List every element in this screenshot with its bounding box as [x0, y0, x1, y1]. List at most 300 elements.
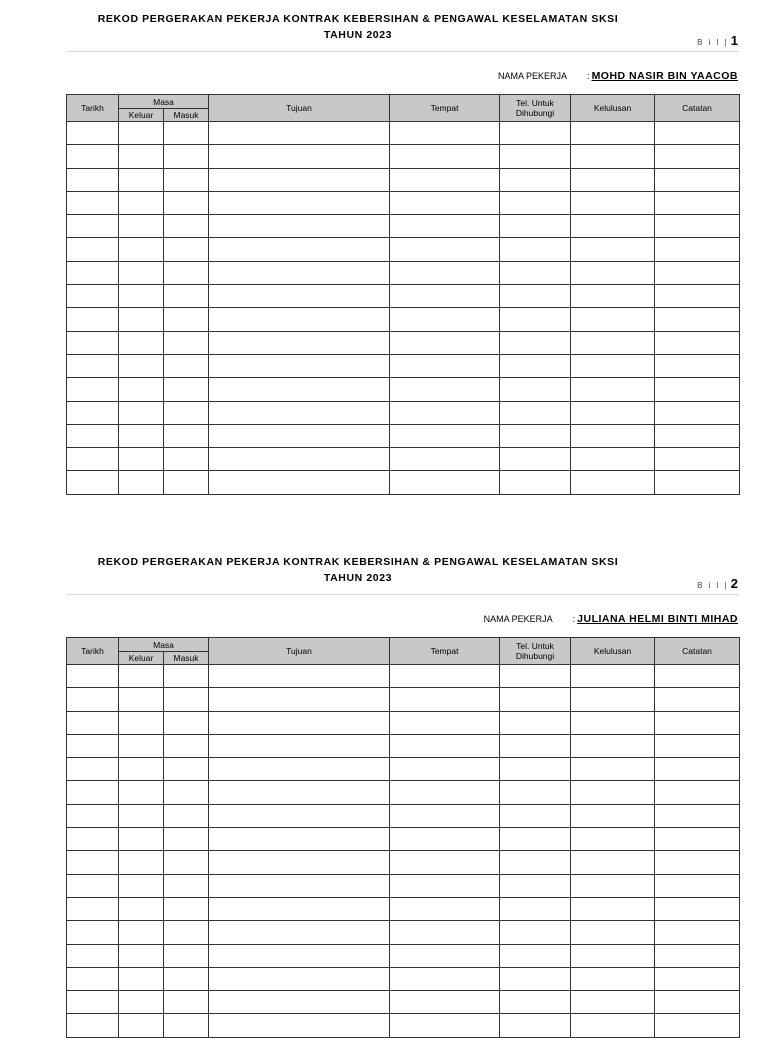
cell-keluar[interactable] — [119, 401, 164, 424]
cell-masuk[interactable] — [164, 168, 209, 191]
cell-tel[interactable] — [500, 122, 571, 145]
cell-catatan[interactable] — [655, 665, 740, 688]
cell-tarikh[interactable] — [67, 424, 119, 447]
cell-tempat[interactable] — [390, 851, 500, 874]
cell-keluar[interactable] — [119, 734, 164, 757]
cell-keluar[interactable] — [119, 354, 164, 377]
cell-keluar[interactable] — [119, 285, 164, 308]
cell-tempat[interactable] — [390, 897, 500, 920]
cell-keluar[interactable] — [119, 122, 164, 145]
cell-tujuan[interactable] — [209, 331, 390, 354]
cell-catatan[interactable] — [655, 168, 740, 191]
cell-kelulusan[interactable] — [571, 804, 655, 827]
table-body — [67, 122, 740, 495]
cell-keluar[interactable] — [119, 191, 164, 214]
cell-keluar[interactable] — [119, 448, 164, 471]
cell-kelulusan[interactable] — [571, 874, 655, 897]
cell-catatan[interactable] — [655, 145, 740, 168]
cell-tujuan[interactable] — [209, 354, 390, 377]
table-row — [67, 145, 740, 168]
cell-tarikh[interactable] — [67, 967, 119, 990]
cell-tarikh[interactable] — [67, 804, 119, 827]
cell-masuk[interactable] — [164, 378, 209, 401]
cell-keluar[interactable] — [119, 851, 164, 874]
cell-tujuan[interactable] — [209, 145, 390, 168]
cell-kelulusan[interactable] — [571, 967, 655, 990]
cell-keluar[interactable] — [119, 991, 164, 1014]
cell-tujuan[interactable] — [209, 471, 390, 494]
cell-tujuan[interactable] — [209, 851, 390, 874]
cell-kelulusan[interactable] — [571, 991, 655, 1014]
cell-tel[interactable] — [500, 378, 571, 401]
cell-tujuan[interactable] — [209, 665, 390, 688]
cell-kelulusan[interactable] — [571, 665, 655, 688]
cell-kelulusan[interactable] — [571, 168, 655, 191]
cell-tempat[interactable] — [390, 261, 500, 284]
cell-tempat[interactable] — [390, 1014, 500, 1037]
cell-masuk[interactable] — [164, 781, 209, 804]
cell-kelulusan[interactable] — [571, 331, 655, 354]
cell-keluar[interactable] — [119, 711, 164, 734]
cell-tarikh[interactable] — [67, 991, 119, 1014]
table-row — [67, 424, 740, 447]
cell-tarikh[interactable] — [67, 1014, 119, 1037]
cell-kelulusan[interactable] — [571, 781, 655, 804]
cell-keluar[interactable] — [119, 1014, 164, 1037]
cell-catatan[interactable] — [655, 308, 740, 331]
bil-label: B i l | — [697, 581, 729, 590]
cell-tarikh[interactable] — [67, 122, 119, 145]
cell-tempat[interactable] — [390, 331, 500, 354]
cell-tempat[interactable] — [390, 944, 500, 967]
cell-masuk[interactable] — [164, 711, 209, 734]
table-row — [67, 238, 740, 261]
cell-kelulusan[interactable] — [571, 285, 655, 308]
cell-tempat[interactable] — [390, 734, 500, 757]
cell-catatan[interactable] — [655, 711, 740, 734]
cell-tempat[interactable] — [390, 378, 500, 401]
cell-keluar[interactable] — [119, 897, 164, 920]
cell-catatan[interactable] — [655, 215, 740, 238]
cell-tel[interactable] — [500, 448, 571, 471]
cell-masuk[interactable] — [164, 828, 209, 851]
cell-tempat[interactable] — [390, 688, 500, 711]
cell-tel[interactable] — [500, 285, 571, 308]
cell-keluar[interactable] — [119, 308, 164, 331]
cell-masuk[interactable] — [164, 1014, 209, 1037]
cell-tempat[interactable] — [390, 145, 500, 168]
cell-kelulusan[interactable] — [571, 354, 655, 377]
cell-tarikh[interactable] — [67, 781, 119, 804]
cell-tel[interactable] — [500, 874, 571, 897]
table-row — [67, 991, 740, 1014]
cell-catatan[interactable] — [655, 191, 740, 214]
cell-kelulusan[interactable] — [571, 191, 655, 214]
cell-tujuan[interactable] — [209, 168, 390, 191]
cell-catatan[interactable] — [655, 688, 740, 711]
cell-tempat[interactable] — [390, 711, 500, 734]
title-line-1: REKOD PERGERAKAN PEKERJA KONTRAK KEBERSIHAN & PENGAWAL KESELAMATAN SKSI — [97, 556, 619, 568]
cell-tel[interactable] — [500, 734, 571, 757]
cell-tarikh[interactable] — [67, 734, 119, 757]
cell-keluar[interactable] — [119, 828, 164, 851]
table-row — [67, 285, 740, 308]
col-tarikh: Tarikh — [67, 638, 119, 665]
cell-tujuan[interactable] — [209, 261, 390, 284]
col-masa: Masa — [119, 638, 209, 652]
cell-tarikh[interactable] — [67, 921, 119, 944]
table-row — [67, 897, 740, 920]
cell-catatan[interactable] — [655, 944, 740, 967]
cell-masuk[interactable] — [164, 261, 209, 284]
cell-tempat[interactable] — [390, 191, 500, 214]
cell-kelulusan[interactable] — [571, 308, 655, 331]
cell-tel[interactable] — [500, 215, 571, 238]
cell-kelulusan[interactable] — [571, 688, 655, 711]
cell-tarikh[interactable] — [67, 711, 119, 734]
cell-masuk[interactable] — [164, 804, 209, 827]
cell-tarikh[interactable] — [67, 168, 119, 191]
cell-tarikh[interactable] — [67, 401, 119, 424]
worker-name-row — [498, 70, 738, 82]
cell-kelulusan[interactable] — [571, 261, 655, 284]
table-row — [67, 758, 740, 781]
cell-masuk[interactable] — [164, 285, 209, 308]
cell-tel[interactable] — [500, 238, 571, 261]
cell-kelulusan[interactable] — [571, 378, 655, 401]
cell-catatan[interactable] — [655, 424, 740, 447]
cell-kelulusan[interactable] — [571, 758, 655, 781]
cell-tempat[interactable] — [390, 215, 500, 238]
cell-kelulusan[interactable] — [571, 145, 655, 168]
cell-catatan[interactable] — [655, 734, 740, 757]
cell-masuk[interactable] — [164, 215, 209, 238]
cell-tujuan[interactable] — [209, 828, 390, 851]
cell-tarikh[interactable] — [67, 897, 119, 920]
cell-tarikh[interactable] — [67, 378, 119, 401]
cell-masuk[interactable] — [164, 424, 209, 447]
cell-tujuan[interactable] — [209, 734, 390, 757]
cell-tempat[interactable] — [390, 238, 500, 261]
table-body — [67, 665, 740, 1038]
cell-tempat[interactable] — [390, 308, 500, 331]
cell-keluar[interactable] — [119, 145, 164, 168]
cell-tujuan[interactable] — [209, 285, 390, 308]
cell-tel[interactable] — [500, 424, 571, 447]
cell-tarikh[interactable] — [67, 828, 119, 851]
col-tel-line-1: Tel. Untuk — [516, 98, 554, 108]
cell-tarikh[interactable] — [67, 331, 119, 354]
cell-tel[interactable] — [500, 168, 571, 191]
cell-catatan[interactable] — [655, 991, 740, 1014]
cell-tel[interactable] — [500, 944, 571, 967]
cell-masuk[interactable] — [164, 991, 209, 1014]
cell-kelulusan[interactable] — [571, 1014, 655, 1037]
cell-keluar[interactable] — [119, 378, 164, 401]
cell-tempat[interactable] — [390, 874, 500, 897]
cell-tujuan[interactable] — [209, 967, 390, 990]
cell-catatan[interactable] — [655, 378, 740, 401]
cell-tel[interactable] — [500, 191, 571, 214]
cell-tujuan[interactable] — [209, 781, 390, 804]
table-row — [67, 921, 740, 944]
cell-tel[interactable] — [500, 711, 571, 734]
cell-tujuan[interactable] — [209, 944, 390, 967]
cell-kelulusan[interactable] — [571, 828, 655, 851]
cell-keluar[interactable] — [119, 921, 164, 944]
cell-tarikh[interactable] — [67, 215, 119, 238]
table-row — [67, 874, 740, 897]
cell-tempat[interactable] — [390, 921, 500, 944]
col-keluar: Keluar — [119, 109, 164, 122]
col-kelulusan: Kelulusan — [571, 95, 655, 122]
cell-masuk[interactable] — [164, 238, 209, 261]
table-row — [67, 378, 740, 401]
cell-tel[interactable] — [500, 665, 571, 688]
cell-keluar[interactable] — [119, 874, 164, 897]
table-row — [67, 734, 740, 757]
col-tel-line-2: Dihubungi — [515, 651, 555, 661]
cell-tarikh[interactable] — [67, 944, 119, 967]
cell-tujuan[interactable] — [209, 804, 390, 827]
cell-tempat[interactable] — [390, 401, 500, 424]
cell-tempat[interactable] — [390, 781, 500, 804]
cell-tujuan[interactable] — [209, 424, 390, 447]
cell-catatan[interactable] — [655, 285, 740, 308]
cell-tempat[interactable] — [390, 448, 500, 471]
table-row — [67, 781, 740, 804]
cell-catatan[interactable] — [655, 851, 740, 874]
cell-catatan[interactable] — [655, 401, 740, 424]
cell-masuk[interactable] — [164, 145, 209, 168]
cell-masuk[interactable] — [164, 308, 209, 331]
cell-catatan[interactable] — [655, 967, 740, 990]
cell-kelulusan[interactable] — [571, 238, 655, 261]
worker-label: NAMA PEKERJA — [483, 614, 553, 624]
record-section-2 — [0, 543, 768, 1024]
cell-kelulusan[interactable] — [571, 424, 655, 447]
cell-catatan[interactable] — [655, 781, 740, 804]
cell-keluar[interactable] — [119, 215, 164, 238]
cell-kelulusan[interactable] — [571, 944, 655, 967]
cell-keluar[interactable] — [119, 804, 164, 827]
cell-tel[interactable] — [500, 401, 571, 424]
cell-keluar[interactable] — [119, 758, 164, 781]
cell-catatan[interactable] — [655, 921, 740, 944]
col-masuk: Masuk — [164, 652, 209, 665]
cell-tel[interactable] — [500, 804, 571, 827]
cell-tujuan[interactable] — [209, 122, 390, 145]
cell-catatan[interactable] — [655, 331, 740, 354]
cell-catatan[interactable] — [655, 238, 740, 261]
bil-indicator — [697, 33, 738, 48]
table-row — [67, 331, 740, 354]
cell-tarikh[interactable] — [67, 308, 119, 331]
cell-tujuan[interactable] — [209, 308, 390, 331]
cell-tarikh[interactable] — [67, 145, 119, 168]
cell-tempat[interactable] — [390, 122, 500, 145]
bil-label: B i l | — [697, 38, 729, 47]
cell-tujuan[interactable] — [209, 215, 390, 238]
cell-masuk[interactable] — [164, 471, 209, 494]
cell-catatan[interactable] — [655, 448, 740, 471]
cell-tujuan[interactable] — [209, 1014, 390, 1037]
cell-masuk[interactable] — [164, 758, 209, 781]
cell-tujuan[interactable] — [209, 874, 390, 897]
cell-tarikh[interactable] — [67, 688, 119, 711]
cell-tarikh[interactable] — [67, 448, 119, 471]
cell-masuk[interactable] — [164, 191, 209, 214]
cell-tel[interactable] — [500, 828, 571, 851]
cell-kelulusan[interactable] — [571, 734, 655, 757]
cell-kelulusan[interactable] — [571, 711, 655, 734]
cell-tujuan[interactable] — [209, 448, 390, 471]
cell-catatan[interactable] — [655, 804, 740, 827]
table-row — [67, 828, 740, 851]
table-row — [67, 168, 740, 191]
cell-kelulusan[interactable] — [571, 471, 655, 494]
cell-tarikh[interactable] — [67, 354, 119, 377]
cell-catatan[interactable] — [655, 897, 740, 920]
cell-tujuan[interactable] — [209, 711, 390, 734]
cell-tel[interactable] — [500, 308, 571, 331]
record-title — [66, 554, 650, 586]
cell-catatan[interactable] — [655, 261, 740, 284]
cell-kelulusan[interactable] — [571, 401, 655, 424]
cell-kelulusan[interactable] — [571, 122, 655, 145]
cell-kelulusan[interactable] — [571, 897, 655, 920]
cell-tel[interactable] — [500, 967, 571, 990]
cell-kelulusan[interactable] — [571, 448, 655, 471]
cell-tujuan[interactable] — [209, 758, 390, 781]
cell-keluar[interactable] — [119, 168, 164, 191]
cell-tempat[interactable] — [390, 285, 500, 308]
cell-catatan[interactable] — [655, 758, 740, 781]
cell-tarikh[interactable] — [67, 665, 119, 688]
cell-masuk[interactable] — [164, 874, 209, 897]
cell-tel[interactable] — [500, 688, 571, 711]
cell-tel[interactable] — [500, 851, 571, 874]
cell-keluar[interactable] — [119, 944, 164, 967]
movement-table — [66, 637, 740, 1038]
cell-tujuan[interactable] — [209, 897, 390, 920]
cell-tujuan[interactable] — [209, 688, 390, 711]
cell-tempat[interactable] — [390, 967, 500, 990]
cell-kelulusan[interactable] — [571, 215, 655, 238]
cell-tujuan[interactable] — [209, 921, 390, 944]
col-tempat: Tempat — [390, 95, 500, 122]
cell-tempat[interactable] — [390, 804, 500, 827]
cell-keluar[interactable] — [119, 967, 164, 990]
cell-masuk[interactable] — [164, 122, 209, 145]
cell-masuk[interactable] — [164, 734, 209, 757]
table-row — [67, 261, 740, 284]
cell-tempat[interactable] — [390, 828, 500, 851]
cell-tujuan[interactable] — [209, 991, 390, 1014]
cell-tarikh[interactable] — [67, 285, 119, 308]
cell-keluar[interactable] — [119, 261, 164, 284]
cell-tel[interactable] — [500, 145, 571, 168]
cell-keluar[interactable] — [119, 424, 164, 447]
cell-tel[interactable] — [500, 897, 571, 920]
cell-tel[interactable] — [500, 331, 571, 354]
cell-keluar[interactable] — [119, 238, 164, 261]
cell-tempat[interactable] — [390, 471, 500, 494]
cell-tel[interactable] — [500, 354, 571, 377]
cell-tel[interactable] — [500, 758, 571, 781]
cell-tel[interactable] — [500, 261, 571, 284]
worker-label: NAMA PEKERJA — [498, 71, 568, 81]
cell-kelulusan[interactable] — [571, 921, 655, 944]
col-tel-line-1: Tel. Untuk — [516, 641, 554, 651]
cell-catatan[interactable] — [655, 1014, 740, 1037]
cell-tempat[interactable] — [390, 424, 500, 447]
cell-masuk[interactable] — [164, 851, 209, 874]
cell-tarikh[interactable] — [67, 758, 119, 781]
cell-masuk[interactable] — [164, 331, 209, 354]
cell-masuk[interactable] — [164, 665, 209, 688]
cell-tujuan[interactable] — [209, 378, 390, 401]
cell-tujuan[interactable] — [209, 238, 390, 261]
cell-tel[interactable] — [500, 471, 571, 494]
cell-keluar[interactable] — [119, 688, 164, 711]
cell-masuk[interactable] — [164, 897, 209, 920]
cell-masuk[interactable] — [164, 354, 209, 377]
cell-tempat[interactable] — [390, 758, 500, 781]
cell-tempat[interactable] — [390, 168, 500, 191]
cell-tel[interactable] — [500, 991, 571, 1014]
worker-name: JULIANA HELMI BINTI MIHAD — [577, 613, 738, 625]
cell-catatan[interactable] — [655, 828, 740, 851]
cell-masuk[interactable] — [164, 921, 209, 944]
cell-tarikh[interactable] — [67, 191, 119, 214]
cell-tarikh[interactable] — [67, 874, 119, 897]
cell-tarikh[interactable] — [67, 238, 119, 261]
cell-masuk[interactable] — [164, 944, 209, 967]
cell-masuk[interactable] — [164, 401, 209, 424]
table-row — [67, 354, 740, 377]
cell-kelulusan[interactable] — [571, 851, 655, 874]
cell-tarikh[interactable] — [67, 851, 119, 874]
cell-tarikh[interactable] — [67, 261, 119, 284]
cell-tel[interactable] — [500, 781, 571, 804]
cell-tujuan[interactable] — [209, 191, 390, 214]
cell-keluar[interactable] — [119, 665, 164, 688]
cell-catatan[interactable] — [655, 122, 740, 145]
cell-tempat[interactable] — [390, 991, 500, 1014]
table-row — [67, 688, 740, 711]
cell-masuk[interactable] — [164, 967, 209, 990]
cell-masuk[interactable] — [164, 688, 209, 711]
cell-keluar[interactable] — [119, 331, 164, 354]
cell-tel[interactable] — [500, 1014, 571, 1037]
title-line-2: TAHUN 2023 — [323, 572, 393, 584]
cell-tujuan[interactable] — [209, 401, 390, 424]
cell-masuk[interactable] — [164, 448, 209, 471]
cell-tarikh[interactable] — [67, 471, 119, 494]
worker-name-row — [484, 613, 738, 625]
cell-tempat[interactable] — [390, 665, 500, 688]
cell-catatan[interactable] — [655, 471, 740, 494]
cell-catatan[interactable] — [655, 354, 740, 377]
cell-catatan[interactable] — [655, 874, 740, 897]
cell-keluar[interactable] — [119, 471, 164, 494]
cell-keluar[interactable] — [119, 781, 164, 804]
cell-tempat[interactable] — [390, 354, 500, 377]
header-rule — [66, 594, 739, 595]
cell-tel[interactable] — [500, 921, 571, 944]
col-tel-line-2: Dihubungi — [515, 108, 555, 118]
